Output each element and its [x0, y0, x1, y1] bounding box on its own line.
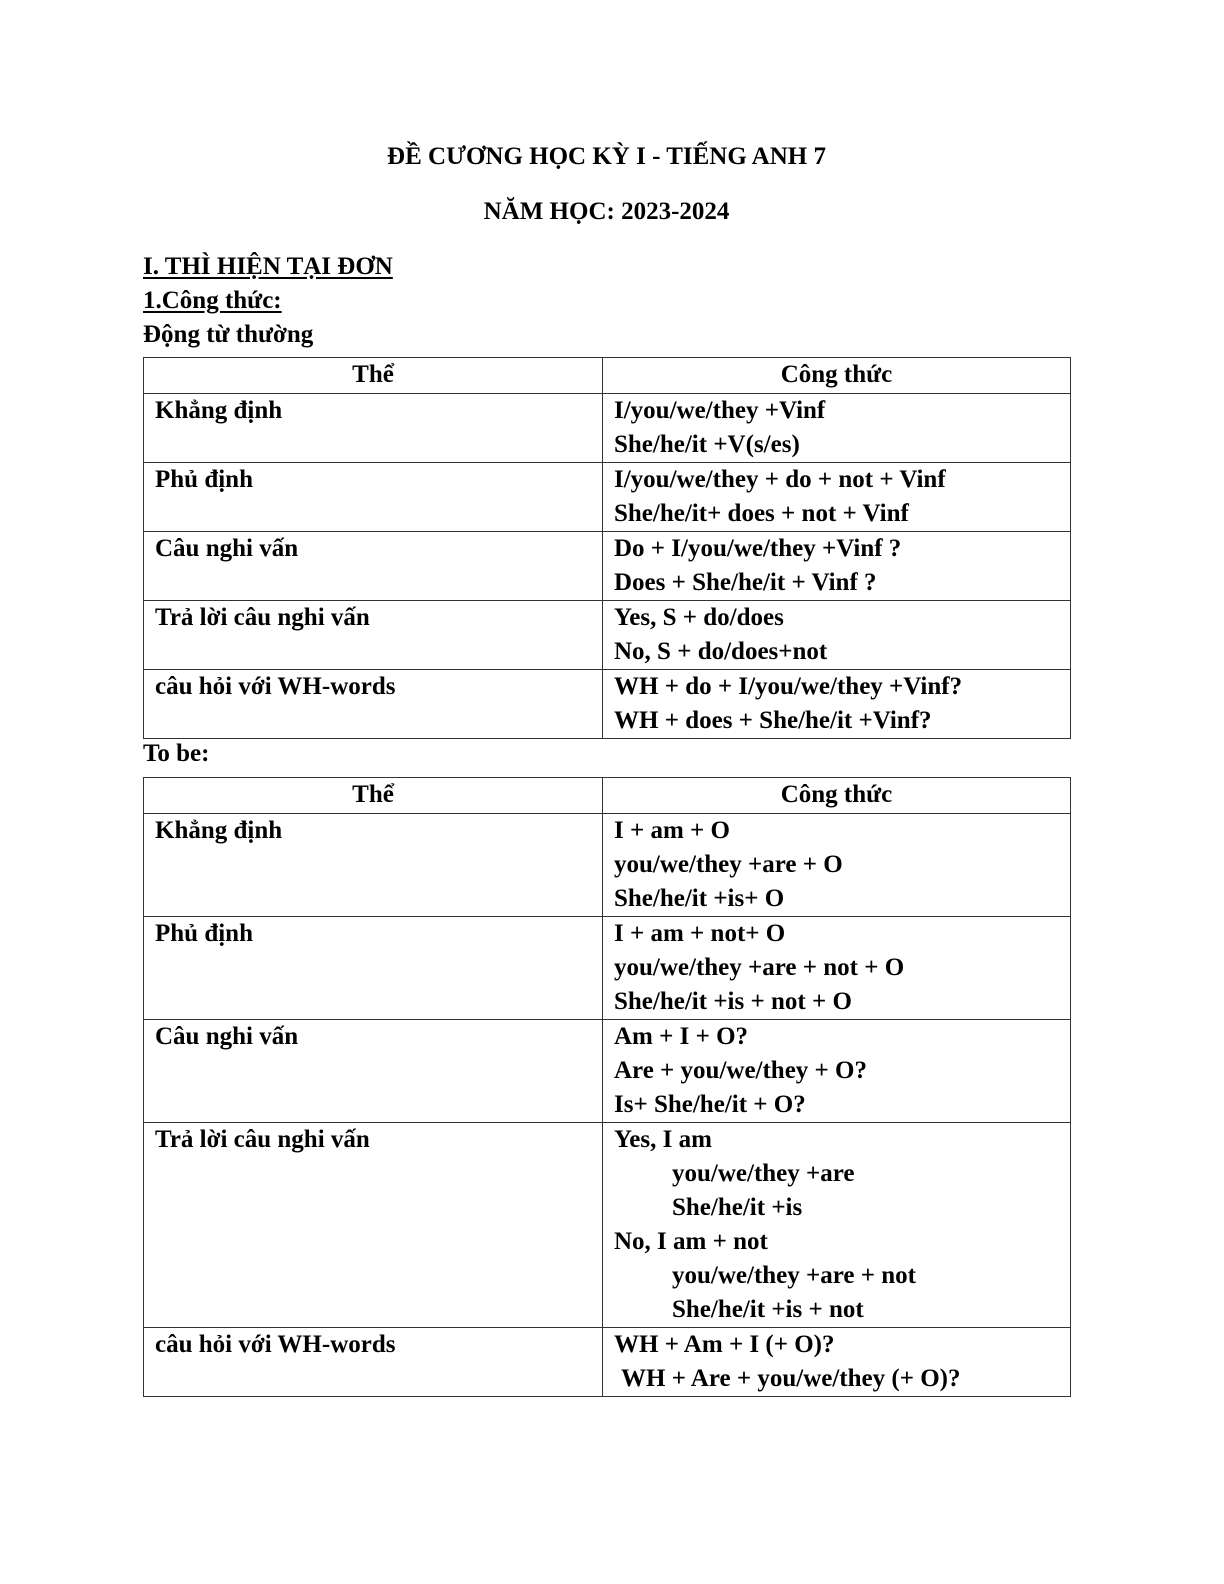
formula-line: Does + She/he/it + Vinf ?	[614, 569, 877, 596]
header-form: Thể	[144, 778, 603, 814]
table-row	[144, 532, 1071, 601]
section-heading: I. THÌ HIỆN TẠI ĐƠN	[143, 253, 393, 280]
formula-line: you/we/they +are + O	[614, 851, 843, 878]
form-label: Câu nghi vấn	[155, 1023, 299, 1050]
to-be-table	[143, 777, 1071, 1397]
formula-line: you/we/they +are + not + O	[614, 954, 905, 981]
formula-line: WH + do + I/you/we/they +Vinf?	[614, 673, 963, 700]
formula-line: She/he/it +is	[672, 1194, 803, 1221]
table-row	[144, 1123, 1071, 1328]
formula-cell	[603, 670, 1071, 739]
form-cell	[144, 1123, 603, 1328]
header-formula: Công thức	[603, 358, 1071, 394]
form-cell	[144, 394, 603, 463]
form-cell	[144, 814, 603, 917]
form-label: Trả lời câu nghi vấn	[155, 1126, 370, 1153]
form-cell	[144, 601, 603, 670]
formula-line: you/we/they +are + not	[672, 1262, 916, 1289]
formula-cell	[603, 394, 1071, 463]
form-label: Khẳng định	[155, 817, 283, 844]
formula-line: Yes, S + do/does	[614, 604, 784, 631]
table-row	[144, 670, 1071, 739]
form-label: Phủ định	[155, 466, 253, 493]
form-cell	[144, 670, 603, 739]
form-label: Trả lời câu nghi vấn	[155, 604, 370, 631]
form-label: Câu nghi vấn	[155, 535, 299, 562]
formula-line: WH + Am + I (+ O)?	[614, 1331, 835, 1358]
formula-cell	[603, 532, 1071, 601]
form-cell	[144, 917, 603, 1020]
form-cell	[144, 1328, 603, 1397]
formula-cell	[603, 1020, 1071, 1123]
table-header-row	[144, 358, 1071, 394]
table-row	[144, 394, 1071, 463]
formula-line: I/you/we/they +Vinf	[614, 397, 826, 424]
formula-line: She/he/it +V(s/es)	[614, 431, 800, 458]
table-header-row	[144, 778, 1071, 814]
formula-line: She/he/it +is+ O	[614, 885, 785, 912]
form-label: câu hỏi với WH-words	[155, 1331, 396, 1358]
form-label: câu hỏi với WH-words	[155, 673, 396, 700]
table-row	[144, 917, 1071, 1020]
to-be-label: To be:	[143, 740, 210, 767]
subsection-heading: 1.Công thức:	[143, 287, 282, 314]
form-cell	[144, 463, 603, 532]
formula-cell	[603, 1123, 1071, 1328]
formula-cell	[603, 463, 1071, 532]
table-row	[144, 463, 1071, 532]
formula-line: Yes, I am	[614, 1126, 712, 1153]
formula-line: She/he/it +is + not	[672, 1296, 864, 1323]
formula-line: No, I am + not	[614, 1228, 768, 1255]
document-title: ĐỀ CƯƠNG HỌC KỲ I - TIẾNG ANH 7	[387, 143, 826, 170]
header-form: Thể	[144, 358, 603, 394]
header-formula: Công thức	[603, 778, 1071, 814]
formula-line: WH + does + She/he/it +Vinf?	[614, 707, 932, 734]
formula-line: Do + I/you/we/they +Vinf ?	[614, 535, 902, 562]
formula-cell	[603, 917, 1071, 1020]
table-row	[144, 814, 1071, 917]
formula-line: She/he/it+ does + not + Vinf	[614, 500, 909, 527]
formula-line: Are + you/we/they + O?	[614, 1057, 868, 1084]
formula-line: I/you/we/they + do + not + Vinf	[614, 466, 946, 493]
form-label: Khẳng định	[155, 397, 283, 424]
ordinary-verbs-label: Động từ thường	[143, 321, 314, 348]
form-cell	[144, 532, 603, 601]
ordinary-verbs-table	[143, 357, 1071, 739]
formula-line: She/he/it +is + not + O	[614, 988, 852, 1015]
school-year-title: NĂM HỌC: 2023-2024	[483, 198, 730, 225]
formula-line: Am + I + O?	[614, 1023, 749, 1050]
formula-line: No, S + do/does+not	[614, 638, 828, 665]
formula-cell	[603, 601, 1071, 670]
formula-line: you/we/they +are	[672, 1160, 855, 1187]
formula-line: WH + Are + you/we/they (+ O)?	[621, 1365, 961, 1392]
formula-line: I + am + O	[614, 817, 730, 844]
table-row	[144, 601, 1071, 670]
formula-line: Is+ She/he/it + O?	[614, 1091, 806, 1118]
formula-line: I + am + not+ O	[614, 920, 786, 947]
formula-cell	[603, 1328, 1071, 1397]
formula-cell	[603, 814, 1071, 917]
table-row	[144, 1020, 1071, 1123]
form-label: Phủ định	[155, 920, 253, 947]
form-cell	[144, 1020, 603, 1123]
table-row	[144, 1328, 1071, 1397]
